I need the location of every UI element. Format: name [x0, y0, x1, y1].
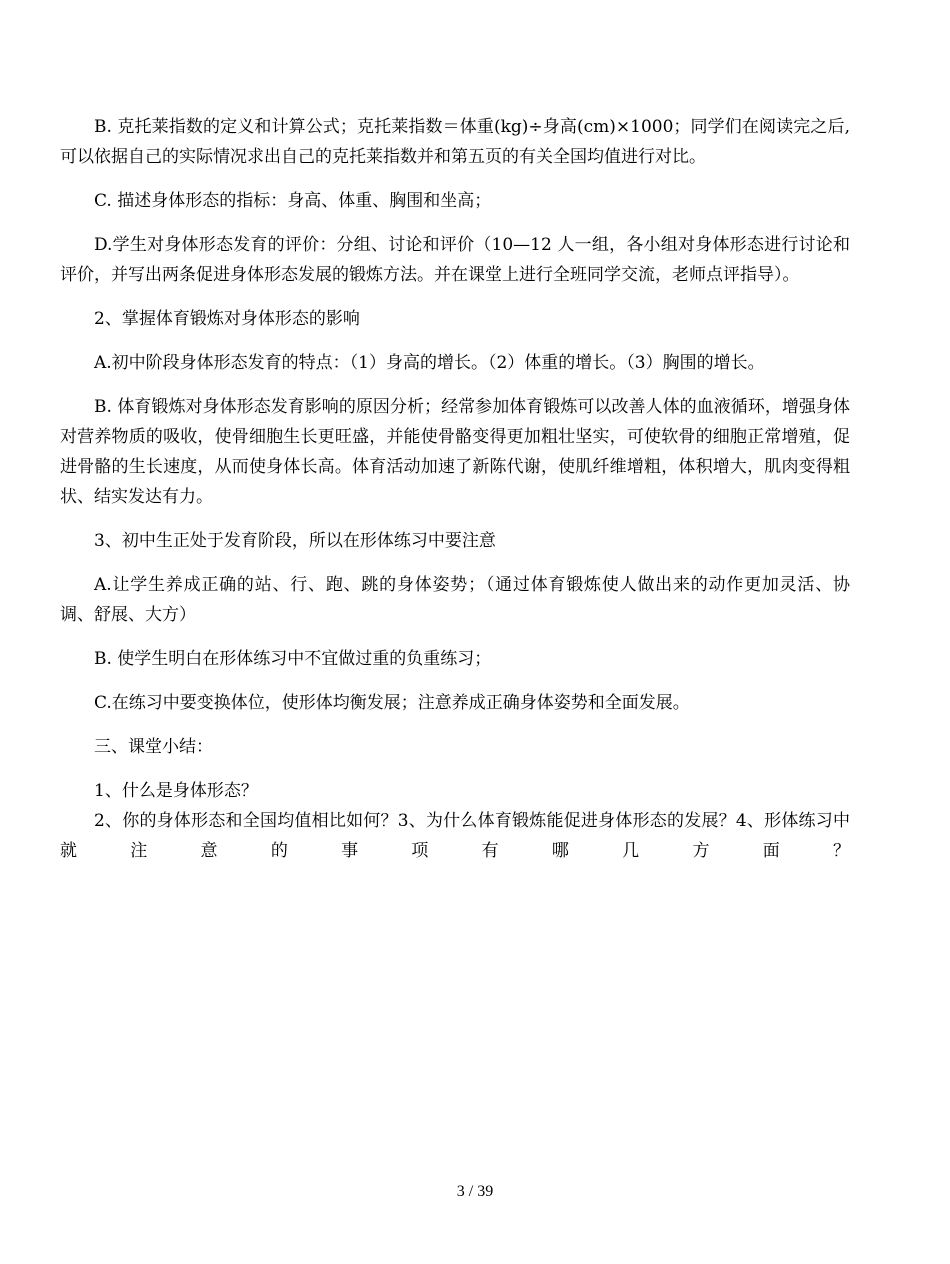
- heading-class-summary: 三、课堂小结：: [94, 737, 213, 757]
- paragraph-b-no-heavy-load: B. 使学生明白在形体练习中不宜做过重的负重练习；: [94, 649, 492, 669]
- paragraph-c-change-position: C.在练习中要变换体位，使形体均衡发展；注意养成正确身体姿势和全面发展。: [94, 693, 690, 713]
- paragraph-a-development-features: A.初中阶段身体形态发育的特点：（1）身高的增长。（2）体重的增长。（3）胸围的增长。: [94, 353, 765, 373]
- document-body: [60, 112, 850, 880]
- paragraph-c-body-indicators: C. 描述身体形态的指标：身高、体重、胸围和坐高；: [94, 191, 492, 211]
- summary-question-1: 1、什么是身体形态？: [94, 781, 258, 801]
- summary-questions-2-4: 2、你的身体形态和全国均值相比如何？3、为什么体育锻炼能促进身体形态的发展？4、形体练习中就注意的事项有哪几方面？: [60, 811, 850, 861]
- heading-3-attention-points: 3、初中生正处于发育阶段，所以在形体练习中要注意: [94, 531, 496, 551]
- paragraph-b-cause-analysis: B. 体育锻炼对身体形态发育影响的原因分析；经常参加体育锻炼可以改善人体的血液循环，增强身体对营养物质的吸收，使骨细胞生长更旺盛，并能使骨骼变得更加粗壮坚实，可使软骨的细胞正常增殖，促进骨骼的生长速度，从而使身体长高。体育活动加速了新陈代谢，使肌纤维增粗，体积增大，肌肉变得粗状、结实发达有力。: [60, 397, 850, 507]
- page-number: 3 / 39: [456, 1183, 494, 1200]
- paragraph-d-evaluation: D.学生对身体形态发育的评价：分组、讨论和评价（10—12 人一组，各小组对身体形态进行讨论和评价，并写出两条促进身体形态发展的锻炼方法。并在课堂上进行全班同学交流，老师点评指导）。: [60, 235, 850, 285]
- heading-2-exercise-influence: 2、掌握体育锻炼对身体形态的影响: [94, 309, 360, 329]
- paragraph-a-correct-posture: A.让学生养成正确的站、行、跑、跳的身体姿势；（通过体育锻炼使人做出来的动作更加灵活、协调、舒展、大方）: [60, 575, 850, 625]
- paragraph-b-quetelet-index: B. 克托莱指数的定义和计算公式；克托莱指数＝体重(kg)÷身高(cm)×1000；同学们在阅读完之后,可以依据自己的实际情况求出自己的克托莱指数并和第五页的有关全国均值进行对比。: [60, 117, 850, 167]
